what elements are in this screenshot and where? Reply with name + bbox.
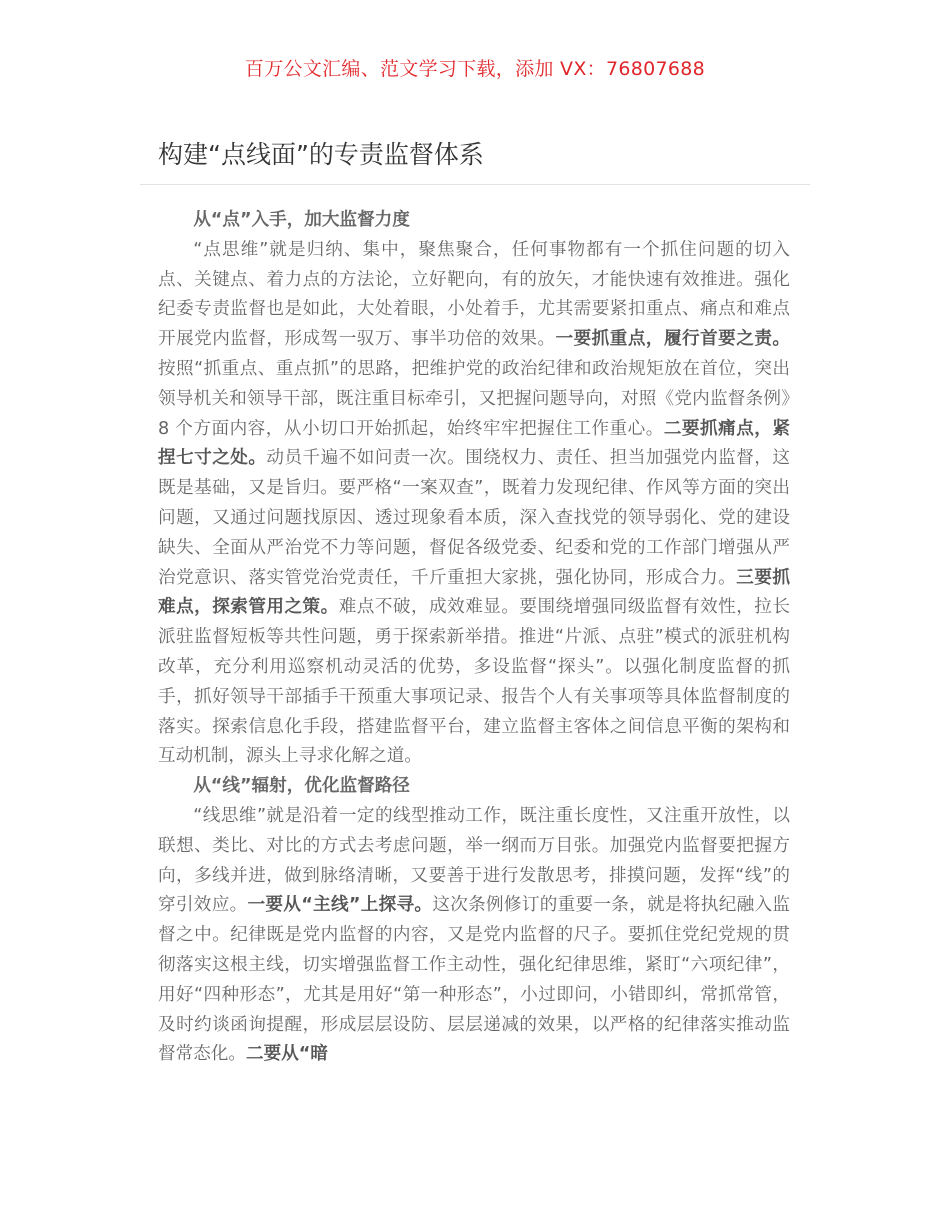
bold-lead: 一要抓重点，履行首要之责。 [555, 329, 790, 350]
paragraph-text: 按照“抓重点、重点抓”的思路，把维护党的政治纪律和政治规矩放在首位，突出领导机关和领导干部，既注重目标牵引，又把握问题导向，对照《党内监督条例》8 个方面内容，从小切口开始抓起，始终牢牢把握住工作重心。 [158, 358, 790, 439]
paragraph-text: “点思维”就是归纳、集中，聚焦聚合，任何事物都有一个抓住问题的切入点、关键点、着力点的方法论，立好靶向，有的放矢，才能快速有效推进。强化纪委专责监督也是如此，大处着眼，小处着手，尤其需要紧扣重点、痛点和难点开展党内监督，形成驾一驭万、事半功倍的效果。 [158, 239, 790, 350]
paragraph [158, 802, 790, 1070]
article-title: 构建“点线面”的专责监督体系 [158, 140, 484, 169]
bold-lead: 二要从“暗 [245, 1044, 328, 1065]
paragraph-text: “线思维”就是沿着一定的线型推动工作，既注重长度性，又注重开放性，以联想、类比、对比的方式去考虑问题，举一纲而万目张。加强党内监督要把握方向，多线并进，做到脉络清晰，又要善于进行发散思考，排摸问题，发挥“线”的穿引效应。 [158, 805, 790, 916]
download-banner: 百万公文汇编、范文学习下载，添加 VX：76807688 [244, 58, 706, 80]
section-heading: 从“点”入手，加大监督力度 [193, 210, 410, 230]
paragraph [158, 236, 790, 772]
bold-lead: 二要抓痛点，紧捏七寸之处。 [158, 418, 790, 469]
paragraph-text: 难点不破，成效难显。要围绕增强同级监督有效性，拉长派驻监督短板等共性问题，勇于探索新举措。推进“片派、点驻”模式的派驻机构改革，充分利用巡察机动灵活的优势，多设监督“探头”。以强化制度监督的抓手，抓好领导干部插手干预重大事项记录、报告个人有关事项等具体监督制度的落实。探索信息化手段，搭建监督平台，建立监督主客体之间信息平衡的架构和互动机制，源头上寻求化解之道。 [158, 597, 790, 767]
paragraph-text: 动员千遍不如问责一次。围绕权力、责任、担当加强党内监督，这既是基础，又是旨归。要严格“一案双查”，既着力发现纪律、作风等方面的突出问题，又通过问题找原因、透过现象看本质，深入查找党的领导弱化、党的建设缺失、全面从严治党不力等问题，督促各级党委、纪委和党的工作部门增强从严治党意识、落实管党治党责任，千斤重担大家挑，强化协同，形成合力。 [158, 448, 790, 588]
title-divider [140, 184, 810, 185]
bold-lead: 一要从“主线”上探寻。 [247, 895, 433, 916]
section-heading: 从“线”辐射，优化监督路径 [193, 776, 410, 797]
bold-lead: 三要抓难点，探索管用之策。 [158, 567, 790, 618]
article-body [158, 206, 790, 1070]
paragraph-text: 这次条例修订的重要一条，就是将执纪融入监督之中。纪律既是党内监督的内容，又是党内监督的尺子。要抓住党纪党规的贯彻落实这根主线，切实增强监督工作主动性，强化纪律思维，紧盯“六项纪律”，用好“四种形态”，尤其是用好“第一种形态”，小过即问，小错即纠，常抓常管，及时约谈函询提醒，形成层层设防、层层递减的效果，以严格的纪律落实推动监督常态化。 [158, 895, 790, 1065]
